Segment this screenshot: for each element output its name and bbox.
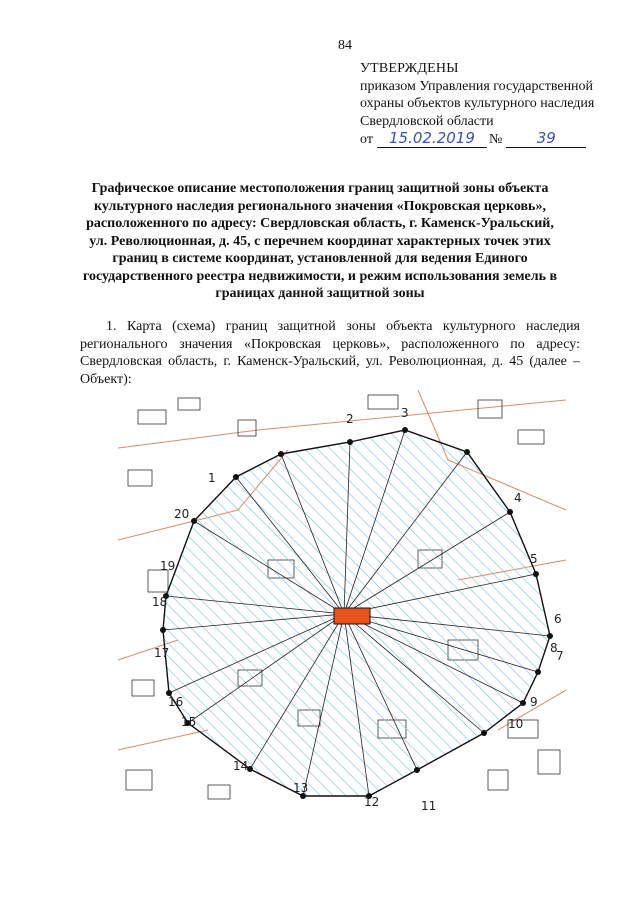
point-label: 7 bbox=[556, 649, 564, 663]
document-heading: Графическое описание местоположения границ защитной зоны объекта культурного наследия регионального значения «Покровская церковь», расположенного по адресу: Свердловская область, г. Каменск-Уральский, ул. Революционная, д. 45, с перечнем координат характерных точек этих границ в системе координат, установленной для ведения Единого государственного реестра недвижимости, и режим использования земель в границах данной защитной зоны bbox=[82, 181, 558, 301]
boundary-point bbox=[520, 700, 526, 706]
point-label: 11 bbox=[421, 799, 437, 810]
number-sign: № bbox=[488, 132, 503, 147]
point-label: 1 bbox=[208, 471, 216, 485]
page-number: 84 bbox=[338, 38, 352, 53]
approval-line-1: приказом Управления государственной bbox=[360, 79, 594, 94]
point-label: 8 bbox=[550, 641, 558, 655]
boundary-point bbox=[233, 474, 239, 480]
boundary-point bbox=[481, 730, 487, 736]
point-label: 14 bbox=[233, 759, 249, 773]
boundary-point bbox=[507, 509, 513, 515]
boundary-point bbox=[535, 669, 541, 675]
paragraph-1 bbox=[80, 318, 580, 388]
protection-zone-map bbox=[118, 390, 566, 810]
point-label: 9 bbox=[530, 695, 538, 709]
paragraph-1-text: 1. Карта (схема) границ защитной зоны объекта культурного наследия регионального значения «Покровская церковь», расположенного по адресу: Свердловская область, г. Каменск-Уральский, ул. Революционная, д. 45 (далее – Объект): bbox=[80, 319, 580, 387]
point-label: 17 bbox=[154, 646, 170, 660]
boundary-point bbox=[414, 767, 420, 773]
point-label: 3 bbox=[401, 406, 409, 420]
boundary-point bbox=[347, 439, 353, 445]
boundary-point bbox=[402, 427, 408, 433]
boundary-point bbox=[278, 451, 284, 457]
date-prefix: от bbox=[360, 132, 373, 147]
boundary-point bbox=[464, 449, 470, 455]
point-label: 5 bbox=[530, 552, 538, 566]
point-label: 10 bbox=[508, 717, 524, 731]
point-label: 19 bbox=[160, 559, 176, 573]
point-label: 16 bbox=[168, 695, 184, 709]
boundary-point bbox=[160, 627, 166, 633]
point-label: 20 bbox=[174, 507, 190, 521]
point-label: 18 bbox=[152, 595, 168, 609]
approval-line-2: охраны объектов культурного наследия bbox=[360, 96, 595, 111]
boundary-point bbox=[547, 633, 553, 639]
number-value: 39 bbox=[506, 130, 586, 148]
boundary-point bbox=[191, 518, 197, 524]
point-label: 15 bbox=[181, 715, 197, 729]
point-label: 6 bbox=[554, 612, 562, 626]
boundary-point bbox=[533, 571, 539, 577]
heritage-object bbox=[334, 608, 370, 624]
point-label: 2 bbox=[346, 412, 354, 426]
approval-date-row bbox=[360, 128, 586, 148]
approval-line-3: Свердловской области bbox=[360, 114, 494, 129]
point-label: 12 bbox=[364, 795, 380, 809]
point-label: 13 bbox=[293, 781, 309, 795]
point-label: 4 bbox=[514, 491, 522, 505]
date-value: 15.02.2019 bbox=[377, 130, 487, 148]
approval-title: УТВЕРЖДЕНЫ bbox=[360, 61, 459, 76]
